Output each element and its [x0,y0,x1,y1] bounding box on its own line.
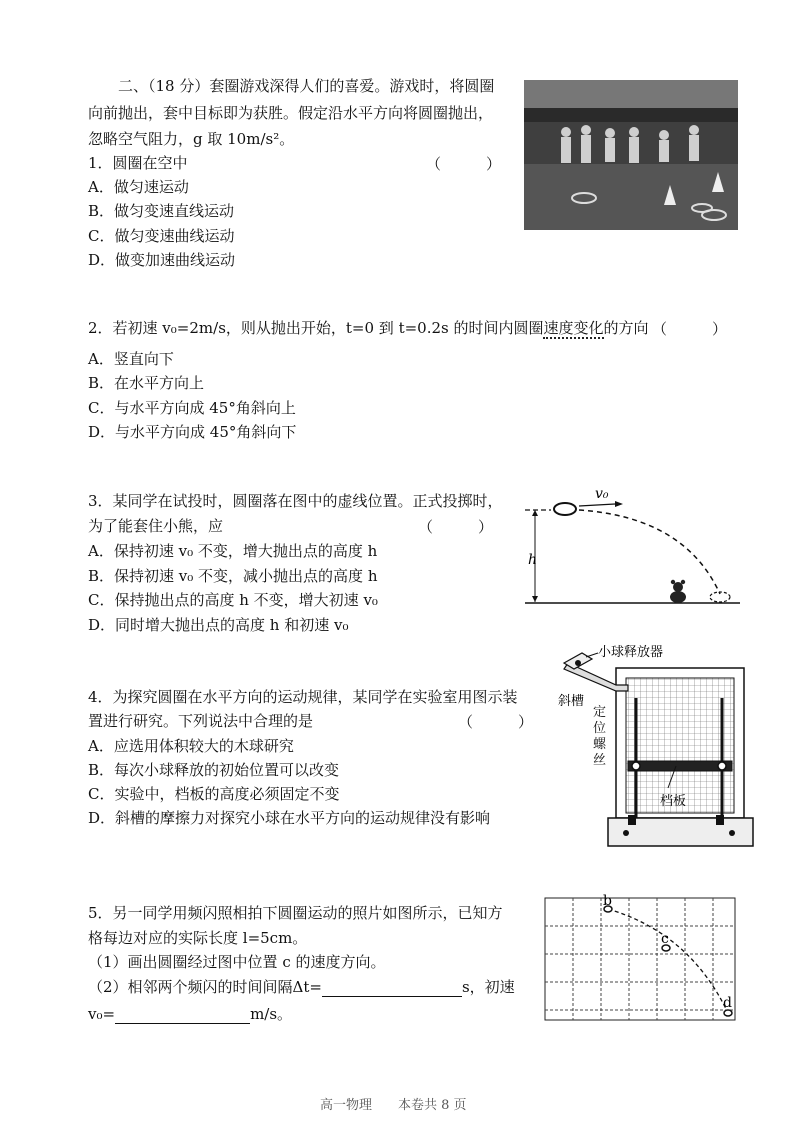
label-release-device: 小球释放器 [598,645,664,660]
label-v0: v₀ [595,486,609,502]
q5-sub2-mid: s，初速 [461,978,515,996]
q4-stem-line2: 置进行研究。下列说法中合理的是 [88,712,314,730]
q2-option-c[interactable]: C．与水平方向成 45°角斜向上 [88,399,296,417]
q2-option-a[interactable]: A．竖直向下 [88,350,174,368]
q5-sub1: （1）画出圆圈经过图中位置 c 的速度方向。 [88,953,386,971]
label-baffle: 档板 [660,794,687,809]
q2-option-b[interactable]: B．在水平方向上 [88,374,205,392]
q1-option-d[interactable]: D．做变加速曲线运动 [88,251,236,269]
q4-option-b[interactable]: B．每次小球释放的初始位置可以改变 [88,761,340,779]
q3-answer-paren[interactable]: （ ） [418,518,494,536]
section-header-line3: 忽略空气阻力，g 取 10m/s²。 [88,130,295,148]
q3-trajectory-figure [515,482,745,612]
section-header-line1: 二、（18 分）套圈游戏深得人们的喜爱。游戏时，将圆圈 [118,77,495,95]
label-c: c [661,931,669,947]
q5-sub2-line2-pre: v₀= [88,1005,116,1023]
q5-sub2-line1 [88,977,515,997]
q3-option-c[interactable]: C．保持抛出点的高度 h 不变，增大初速 v₀ [88,591,378,609]
q5-sub2-line2 [88,1004,292,1024]
q4-apparatus-figure [556,643,756,858]
q1-option-a[interactable]: A．做匀速运动 [88,178,189,196]
ring-start [554,503,576,515]
q1-option-c[interactable]: C．做匀变速曲线运动 [88,227,235,245]
label-d: d [723,995,732,1011]
q4-option-c[interactable]: C．实验中，档板的高度必须固定不变 [88,785,340,803]
q5-sub2-pre: （2）相邻两个频闪的时间间隔Δt= [88,978,322,996]
bear-icon [670,580,686,603]
q3-option-d[interactable]: D．同时增大抛出点的高度 h 和初速 v₀ [88,616,349,634]
ring-toss-photo [524,80,738,230]
q2-stem [88,318,649,338]
q3-stem-line1: 3．某同学在试投时，圆圈落在图中的虚线位置。正式投掷时， [88,492,503,510]
q3-option-a[interactable]: A．保持初速 v₀ 不变，增大抛出点的高度 h [88,542,378,560]
q5-strobe-figure [540,893,740,1025]
q4-option-a[interactable]: A．应选用体积较大的木球研究 [88,737,294,755]
q3-option-b[interactable]: B．保持初速 v₀ 不变，减小抛出点的高度 h [88,567,378,585]
q5-interval-blank[interactable] [322,978,462,997]
q2-stem-pre: 2．若初速 v₀=2m/s，则从抛出开始，t=0 到 t=0.2s 的时间内圆圈 [88,319,544,337]
q4-option-d[interactable]: D．斜槽的摩擦力对探究小球在水平方向的运动规律没有影响 [88,809,491,827]
q1-answer-paren[interactable]: （ ） [426,155,502,173]
label-positioning-screw: 定位螺丝 [593,705,607,768]
page-footer: 高一物理 本卷共 8 页 [320,1098,467,1113]
q2-stem-emphasis: 速度变化 [543,319,604,337]
q2-stem-post: 的方向 [603,319,649,337]
section-header-line2: 向前抛出，套中目标即为获胜。假定沿水平方向将圆圈抛出， [88,104,494,122]
q5-sub2-line2-post: m/s。 [250,1005,293,1023]
q2-answer-paren[interactable]: （ ） [652,320,728,338]
label-chute: 斜槽 [558,694,585,709]
q1-stem: 1．圆圈在空中 [88,154,188,172]
q2-option-d[interactable]: D．与水平方向成 45°角斜向下 [88,423,297,441]
q5-initial-speed-blank[interactable] [115,1005,250,1024]
label-b: b [603,893,612,909]
q5-stem-line1: 5．另一同学用频闪照相拍下圆圈运动的照片如图所示，已知方 [88,904,503,922]
q1-option-b[interactable]: B．做匀变速直线运动 [88,202,235,220]
q3-stem-line2: 为了能套住小熊，应 [88,517,224,535]
q4-answer-paren[interactable]: （ ） [458,713,534,731]
q5-stem-line2: 格每边对应的实际长度 l=5cm。 [88,929,308,947]
q4-stem-line1: 4．为探究圆圈在水平方向的运动规律，某同学在实验室用图示装 [88,688,518,706]
label-h: h [528,552,538,568]
